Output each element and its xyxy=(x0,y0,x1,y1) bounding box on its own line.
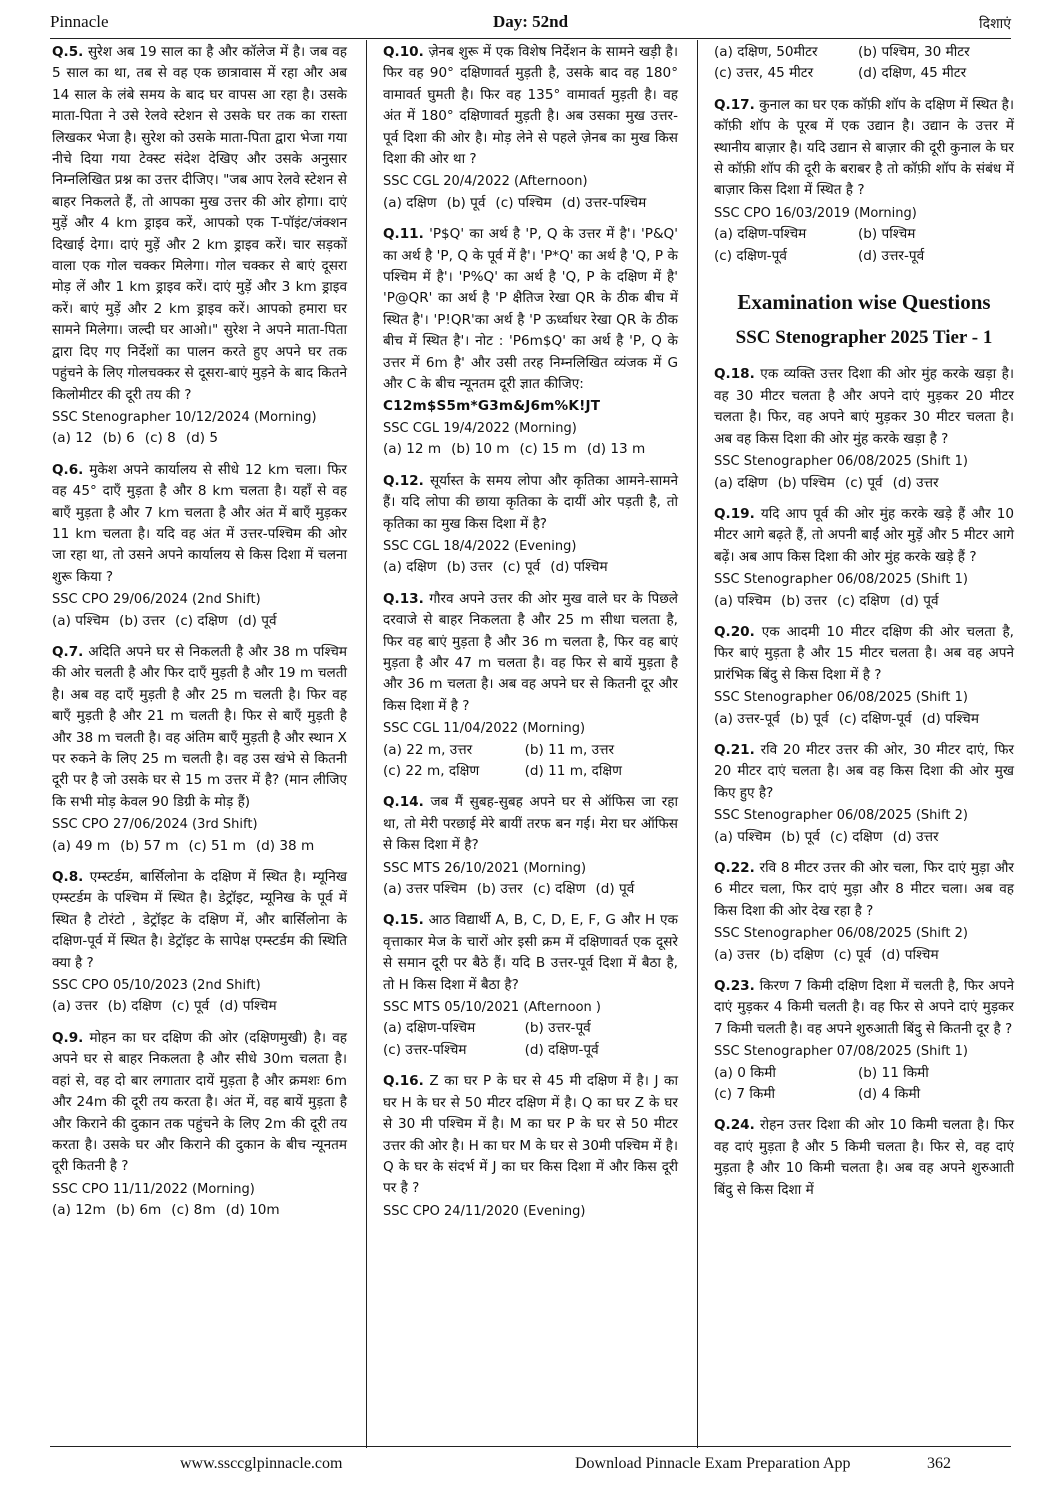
question-source: SSC MTS 05/10/2021 (Afternoon ) xyxy=(383,1000,601,1016)
question-source: SSC CPO 29/06/2024 (2nd Shift) xyxy=(52,592,261,608)
question-number: Q.17. xyxy=(714,96,755,113)
question-text: Z का घर P के घर से 45 मी दक्षिण में है। J का घर H के घर से 50 मीटर दक्षिण में है। Q का घर Z के घर से 30 मी पश्चिम में है। M का घर P के घर से 50 मीटर उत्तर की ओर है। H का घर M के घर से 30मी पश्चिम में है। Q के घर के संदर्भ में J का घर किस दिशा में और किस दूरी पर है ? xyxy=(383,1073,678,1197)
question-source: SSC CPO 24/11/2020 (Evening) xyxy=(383,1203,586,1219)
option: (a) दक्षिण xyxy=(383,194,437,211)
option: (d) 11 m, दक्षिण xyxy=(524,763,622,779)
question-block xyxy=(383,224,678,460)
option: (d) उत्तर xyxy=(892,474,939,491)
option: (c) 22 m, दक्षिण xyxy=(383,763,480,779)
question-text: एक व्यक्ति उत्तर दिशा की ओर मुंह करके खड़ा है। वह 30 मीटर चलता है और अपने दाएं मुड़कर 20 मीटर चलता है। फिर, वह अपने बाएं मुड़कर 30 मीटर चलता है। अब वह किस दिशा की ओर मुंह करके खड़ा है ? xyxy=(714,366,1014,447)
option: (c) 51 m xyxy=(188,837,246,854)
option: (b) पूर्व xyxy=(446,194,486,211)
question-number: Q.23. xyxy=(714,978,755,995)
option: (d) पश्चिम xyxy=(881,946,939,963)
option: (b) पश्चिम xyxy=(777,474,835,491)
question-block xyxy=(383,42,678,214)
question-text: सुरेश अब 19 साल का है और कॉलेज में है। जब वह 5 साल का था, तब से वह एक छात्रावास में रहा और अब 14 साल के लंबे समय के बाद घर वापस आ रहा है। उसके माता-पिता ने उसे रेलवे स्टेशन से उसके घर तक का रास्ता लिखकर भेजा है। सुरेश को उसके माता-पिता द्वारा भेजा गया नीचे दिया गया टेक्स्ट संदेश देखिए और उसके अनुसार निम्नलिखित प्रश्न का उत्तर दीजिए। "जब आप रेलवे स्टेशन से बाहर निकलते हैं, तो आपका मुख उत्तर की ओर होगा। दाएं मुड़ें और 4 km ड्राइव करें, आपको एक T-पॉइंट/जंक्शन दिखाई देगा। दाएं मुड़ें और 2 km ड्राइव करें। चार सड़कों वाला एक गोल चक्कर मिलेगा। गोल चक्कर से बाएं दूसरा मोड़ लें और 1 km ड्राइव करें। दाएं मुड़ें और 3 km ड्राइव करें। बाएं मुड़ें और 2 km ड्राइव करें। आपको हमारा घर सामने मिलेगा। जल्दी घर आओ।" सुरेश ने अपने माता-पिता द्वारा दिए गए निर्देशों का पालन करते हुए अपने घर तक पहुंचने के लिए गोलचक्कर से दूसरा-बाएं मुड़ने के बाद कितने किलोमीटर की दूरी तय की ? xyxy=(52,44,347,403)
option: (d) पूर्व xyxy=(237,612,277,629)
column-divider xyxy=(366,40,367,1448)
section-title: Examination wise Questions xyxy=(737,290,991,315)
question-block xyxy=(714,622,1014,730)
question-source: SSC Stenographer 10/12/2024 (Morning) xyxy=(52,409,317,425)
question-block xyxy=(714,740,1014,848)
question-block xyxy=(383,589,678,783)
option: (b) 6m xyxy=(115,1202,162,1219)
option: (d) 38 m xyxy=(255,837,315,854)
option: (d) दक्षिण, 45 मीटर xyxy=(858,65,967,82)
option: (a) दक्षिण xyxy=(383,559,437,576)
question-number: Q.24. xyxy=(714,1117,755,1134)
question-source: SSC CPO 05/10/2023 (2nd Shift) xyxy=(52,978,261,994)
option: (c) दक्षिण xyxy=(532,881,586,898)
option: (a) 12 m xyxy=(383,441,442,458)
question-block xyxy=(714,364,1014,493)
question-number: Q.7. xyxy=(52,643,84,660)
question-source: SSC Stenographer 07/08/2025 (Shift 1) xyxy=(714,1044,968,1060)
option: (d) पूर्व xyxy=(595,881,635,898)
question-block xyxy=(714,504,1014,612)
page-number: 362 xyxy=(927,1455,951,1472)
option: (b) दक्षिण xyxy=(107,998,162,1015)
question-text: रवि 20 मीटर उत्तर की ओर, 30 मीटर दाएं, फिर 20 मीटर दाएं चलता है। अब वह किस दिशा की ओर मुख किए हुए है? xyxy=(714,741,1014,801)
question-source: SSC CGL 20/4/2022 (Afternoon) xyxy=(383,174,588,190)
question-source: SSC Stenographer 06/08/2025 (Shift 1) xyxy=(714,572,968,588)
question-number: Q.12. xyxy=(383,472,424,489)
question-text: कुनाल का घर एक कॉफ़ी शॉप के दक्षिण में स्थित है। कॉफ़ी शॉप के पूरब में एक उद्यान है। उद्यान के उत्तर में स्थानीय बाज़ार है। यदि उद्यान से बाज़ार की दूरी कुनाल के घर से कॉफ़ी शॉप की दूरी के बराबर है तो कॉफ़ी शॉप के संबंध में बाज़ार किस दिशा में स्थित है ? xyxy=(714,96,1014,199)
question-number: Q.5. xyxy=(52,44,84,60)
option: (c) 15 m xyxy=(519,441,577,458)
question-block xyxy=(52,642,347,857)
question-source: SSC CPO 27/06/2024 (3rd Shift) xyxy=(52,817,258,833)
option: (b) पूर्व xyxy=(781,828,820,845)
question-number: Q.18. xyxy=(714,366,755,383)
column-2 xyxy=(383,42,678,1226)
day-label: Day: 52nd xyxy=(492,12,569,31)
column-divider xyxy=(697,40,698,1448)
option: (a) 22 m, उत्तर xyxy=(383,741,473,758)
option: (a) उत्तर पश्चिम xyxy=(383,881,467,898)
option: (b) 11 किमी xyxy=(858,1064,929,1081)
question-text: रवि 8 मीटर उत्तर की ओर चला, फिर दाएं मुड़ा और 6 मीटर चला, फिर दाएं मुड़ा और 8 मीटर चला। अब वह किस दिशा की ओर देख रहा है ? xyxy=(714,860,1014,919)
question-source: SSC CGL 11/04/2022 (Morning) xyxy=(383,721,586,737)
question-source: SSC MTS 26/10/2021 (Morning) xyxy=(383,860,587,876)
column-1 xyxy=(52,42,347,1226)
question-source: SSC Stenographer 06/08/2025 (Shift 1) xyxy=(714,690,968,706)
option: (b) पश्चिम xyxy=(858,226,916,243)
question-block xyxy=(714,1115,1014,1201)
option: (b) उत्तर xyxy=(119,612,166,629)
question-source: SSC CGL 19/4/2022 (Morning) xyxy=(383,420,577,436)
option: (d) उत्तर-पश्चिम xyxy=(561,194,647,211)
option: (d) पश्चिम xyxy=(219,998,277,1015)
question-block xyxy=(383,471,678,579)
option: (c) दक्षिण-पूर्व xyxy=(714,247,787,264)
option: (d) 13 m xyxy=(586,441,646,458)
app-promo: Download Pinnacle Exam Preparation App xyxy=(575,1455,851,1472)
question-source: SSC CPO 11/11/2022 (Morning) xyxy=(52,1181,255,1197)
question-text: रोहन उत्तर दिशा की ओर 10 किमी चलता है। फिर वह दाएं मुड़ता है और 5 किमी चलता है। फिर से, वह दाएं मुड़ता है और 10 किमी चलता है। अब वह अपने शुरुआती बिंदु से किस दिशा में xyxy=(714,1117,1014,1198)
option: (d) 10m xyxy=(225,1202,280,1219)
option: (c) दक्षिण-पूर्व xyxy=(838,710,912,727)
question-text: एम्स्टर्डम, बार्सिलोना के दक्षिण में स्थित है। म्यूनिख एम्स्टर्डम के पश्चिम में स्थित है। डेट्रॉइट, म्यूनिख के पूर्व में स्थित है टोरंटो , डेट्रॉइट के दक्षिण में, और बार्सिलोना के दक्षिण-पूर्व में स्थित है। डेट्रॉइट के सापेक्ष एम्स्टर्डम की स्थिति क्या है ? xyxy=(52,869,347,971)
option: (a) पश्चिम xyxy=(714,828,772,845)
option: (b) उत्तर xyxy=(781,592,828,609)
question-text: एक आदमी 10 मीटर दक्षिण की ओर चलता है, फिर बाएं मुड़ता है और 15 मीटर चलता है। अब वह अपने प्रारंभिक बिंदु से किस दिशा में है ? xyxy=(714,623,1014,683)
option: (b) उत्तर xyxy=(446,559,493,576)
option: (d) उत्तर-पूर्व xyxy=(858,247,925,264)
question-source: SSC Stenographer 06/08/2025 (Shift 2) xyxy=(714,926,968,942)
question-text: गौरव अपने उत्तर की ओर मुख वाले घर के पिछले दरवाजे से बाहर निकलता है और 25 m सीधा चलता है, फिर वह बाएं मुड़ता है और 36 m चलता है, फिर वह बाएं मुड़ता है और 47 m चलता है। वह फिर से बायें मुड़ता है और 36 m चलता है। अब वह अपने घर से कितनी दूर और किस दिशा में है ? xyxy=(383,590,678,714)
option: (b) 6 xyxy=(102,430,135,447)
question-text: ज़ेनब शुरू में एक विशेष निर्देशन के सामने खड़ी है। फिर वह 90° दक्षिणावर्त मुड़ती है, उसके बाद वह 180° वामावर्त घुमती है। फिर वह 135° वामावर्त मुड़ती है। वह अंत में 180° दक्षिणावर्त मुड़ती है। अब उसका मुख उत्तर-पूर्व दिशा की ओर है। मोड़ लेने से पहले ज़ेनब का मुख किस दिशा की ओर था ? xyxy=(383,44,678,168)
question-block xyxy=(383,910,678,1061)
option: (a) दक्षिण xyxy=(714,474,768,491)
question-text: किरण 7 किमी दक्षिण दिशा में चलती है, फिर अपने दाएं मुड़कर 4 किमी चलती है। वह फिर से अपने दाएं मुड़कर 7 किमी चलती है। वह अपने शुरुआती बिंदु से कितनी दूर है ? xyxy=(714,978,1014,1037)
page-footer xyxy=(50,1446,1011,1487)
question-text: मुकेश अपने कार्यालय से सीधे 12 km चला। फिर वह 45° दाएँ मुड़ता है और 8 km चलता है। यहाँ से वह बाएँ मुड़ता है और 7 km चलता है और अंत में बाएँ मुड़कर 11 km चलता है। यदि वह अंत में उत्तर-पश्चिम की ओर जा रहा था, तो उसने अपने कार्यालय से किस दिशा में चलना शुरू किया ? xyxy=(52,461,347,585)
website-link[interactable]: www.ssccglpinnacle.com xyxy=(180,1455,343,1472)
expression: C12m$S5m*G3m&J6m%K!JT xyxy=(383,397,601,414)
question-block xyxy=(52,42,347,450)
question-number: Q.10. xyxy=(383,44,424,60)
option: (c) दक्षिण xyxy=(829,828,883,845)
option: (a) 12 xyxy=(52,430,93,447)
option: (b) 10 m xyxy=(451,441,510,458)
option: (a) 12m xyxy=(52,1202,106,1219)
question-text: 'P$Q' का अर्थ है 'P, Q के उत्तर में है'। 'P&Q' का अर्थ है 'P, Q के पूर्व में है'। 'P*Q' का अर्थ है 'Q, P के पश्चिम में है'। 'P%Q' का अर्थ है 'Q, P के दक्षिण में है' 'P@QR' का अर्थ है 'P क्षैतिज रेखा QR के ठीक बीच में स्थित है'। 'P!QR'का अर्थ है 'P ऊर्ध्वाधर रेखा QR के ठीक बीच में स्थित है'। नोट : 'P6m$Q' का अर्थ है 'P, Q के उत्तर में 6m है' और उसी तरह निम्नलिखित व्यंजक में G और C के बीच न्यूनतम दूरी ज्ञात कीजिए: xyxy=(383,226,678,393)
option: (b) दक्षिण xyxy=(769,946,824,963)
option: (d) पश्चिम xyxy=(921,710,979,727)
question-block xyxy=(383,792,678,900)
header-rule xyxy=(50,38,1011,39)
question-number: Q.19. xyxy=(714,505,755,522)
option: (a) दक्षिण-पश्चिम xyxy=(383,1020,476,1037)
page-header xyxy=(50,8,1011,38)
question-number: Q.9. xyxy=(52,1029,84,1046)
question-source: SSC Stenographer 06/08/2025 (Shift 1) xyxy=(714,454,968,470)
question-number: Q.16. xyxy=(383,1073,424,1090)
question-source: SSC CGL 18/4/2022 (Evening) xyxy=(383,538,577,554)
column-3 xyxy=(714,42,1014,1205)
option: (a) दक्षिण-पश्चिम xyxy=(714,226,807,243)
question-number: Q.20. xyxy=(714,623,755,640)
question-source: SSC CPO 16/03/2019 (Morning) xyxy=(714,205,917,221)
option: (a) उत्तर-पूर्व xyxy=(714,710,780,727)
question-block xyxy=(383,1071,678,1222)
question-block xyxy=(52,867,347,1018)
option: (c) उत्तर, 45 मीटर xyxy=(714,65,814,82)
option: (a) 49 m xyxy=(52,837,111,854)
question-number: Q.15. xyxy=(383,912,424,929)
subsection-title: SSC Stenographer 2025 Tier - 1 xyxy=(735,327,993,349)
option: (a) दक्षिण, 50मीटर xyxy=(714,44,818,60)
option: (a) उत्तर xyxy=(52,998,98,1015)
option: (c) 8m xyxy=(171,1202,216,1219)
question-16-options xyxy=(714,42,1014,85)
option: (c) 8 xyxy=(144,430,176,447)
question-text: आठ विद्यार्थी A, B, C, D, E, F, G और H एक वृत्ताकार मेज के चारों ओर इसी क्रम में दक्षिणावर्त एक दूसरे से समान दूरी पर बैठे हैं। यदि B उत्तर-पूर्व दिशा में बैठा है, तो H किस दिशा में बैठा है? xyxy=(383,912,678,993)
question-text: जब मैं सुबह-सुबह अपने घर से ऑफिस जा रहा था, तो मेरी परछाई मेरे बायीं तरफ बन गई। मेरा घर ऑफिस से किस दिशा में है? xyxy=(383,794,678,854)
option: (c) 7 किमी xyxy=(714,1086,775,1103)
question-text: सूर्यास्त के समय लोपा और कृतिका आमने-सामने हैं। यदि लोपा की छाया कृतिका के दायीं ओर पड़ती है, तो कृतिका का मुख किस दिशा में है? xyxy=(383,472,678,532)
option: (c) पश्चिम xyxy=(495,194,552,211)
option: (d) उत्तर xyxy=(892,828,939,845)
option: (a) उत्तर xyxy=(714,946,760,963)
chapter-title: दिशाएं xyxy=(979,16,1011,32)
option: (c) उत्तर-पश्चिम xyxy=(383,1041,467,1058)
question-block xyxy=(52,460,347,632)
option: (b) पश्चिम, 30 मीटर xyxy=(858,44,970,60)
option: (c) पूर्व xyxy=(844,474,883,491)
option: (a) पश्चिम xyxy=(52,612,110,629)
option: (d) पश्चिम xyxy=(550,559,608,576)
brand-name: Pinnacle xyxy=(50,12,109,31)
option: (b) उत्तर-पूर्व xyxy=(524,1020,591,1037)
option: (c) पूर्व xyxy=(171,998,210,1015)
option: (b) उत्तर xyxy=(476,881,523,898)
question-number: Q.13. xyxy=(383,590,424,607)
option: (d) दक्षिण-पूर्व xyxy=(524,1041,599,1058)
option: (a) 0 किमी xyxy=(714,1064,776,1081)
option: (d) 5 xyxy=(185,430,219,447)
question-text: यदि आप पूर्व की ओर मुंह करके खड़े हैं और 10 मीटर आगे बढ़ते हैं, तो अपनी बाईं ओर मुड़ें और 5 मीटर आगे बढ़ें। अब आप किस दिशा की ओर मुंह करके खड़े हैं ? xyxy=(714,505,1014,565)
option: (c) दक्षिण xyxy=(837,592,890,609)
question-text: मोहन का घर दक्षिण की ओर (दक्षिणमुखी) है। वह अपने घर से बाहर निकलता है और सीधे 30m चलता है। वहां से, वह दो बार लगातार दायें मुड़ता है और क्रमशः 6m और 24m की दूरी तय करता है। अंत में, वह बायें मुड़ता है और किराने की दुकान तक पहुंचने के लिए 2m की दूरी तय करता है। उसके घर और किराने की दुकान के बीच न्यूनतम दूरी कितनी है ? xyxy=(52,1029,347,1175)
option: (b) पूर्व xyxy=(789,710,829,727)
question-number: Q.8. xyxy=(52,869,84,886)
question-number: Q.6. xyxy=(52,461,84,478)
question-number: Q.22. xyxy=(714,860,755,876)
question-source: SSC Stenographer 06/08/2025 (Shift 2) xyxy=(714,808,968,824)
option: (b) 11 m, उत्तर xyxy=(524,741,615,758)
question-number: Q.11. xyxy=(383,226,424,243)
question-text: अदिति अपने घर से निकलती है और 38 m पश्चिम की ओर चलती है और फिर दाएँ मुड़ती है और 19 m चलती है। अब वह दाएँ मुड़ती है और 25 m चलती है। फिर वह बाएँ मुड़ती है और 21 m चलती है। फिर से बाएँ मुड़ती है और 38 m चलती है। वह अंतिम बाएँ मुड़ती है और स्थान X पर रुकने के लिए 25 m चलती है। वह उस खंभे से कितनी दूरी पर है जो उसके घर से 15 m उत्तर में है? (मान लीजिए कि सभी मोड़ केवल 90 डिग्री के मोड़ हैं) xyxy=(52,643,347,810)
question-block xyxy=(714,858,1014,966)
question-block xyxy=(714,976,1014,1105)
option: (d) पूर्व xyxy=(899,592,939,609)
option: (b) 57 m xyxy=(120,837,179,854)
question-number: Q.14. xyxy=(383,794,424,811)
question-number: Q.21. xyxy=(714,741,755,758)
option: (d) 4 किमी xyxy=(858,1086,921,1103)
question-17 xyxy=(714,95,1014,267)
option: (c) दक्षिण xyxy=(175,612,228,629)
option: (c) पूर्व xyxy=(833,946,872,963)
option: (c) पूर्व xyxy=(502,559,541,576)
option: (a) पश्चिम xyxy=(714,592,772,609)
question-block xyxy=(52,1028,347,1222)
